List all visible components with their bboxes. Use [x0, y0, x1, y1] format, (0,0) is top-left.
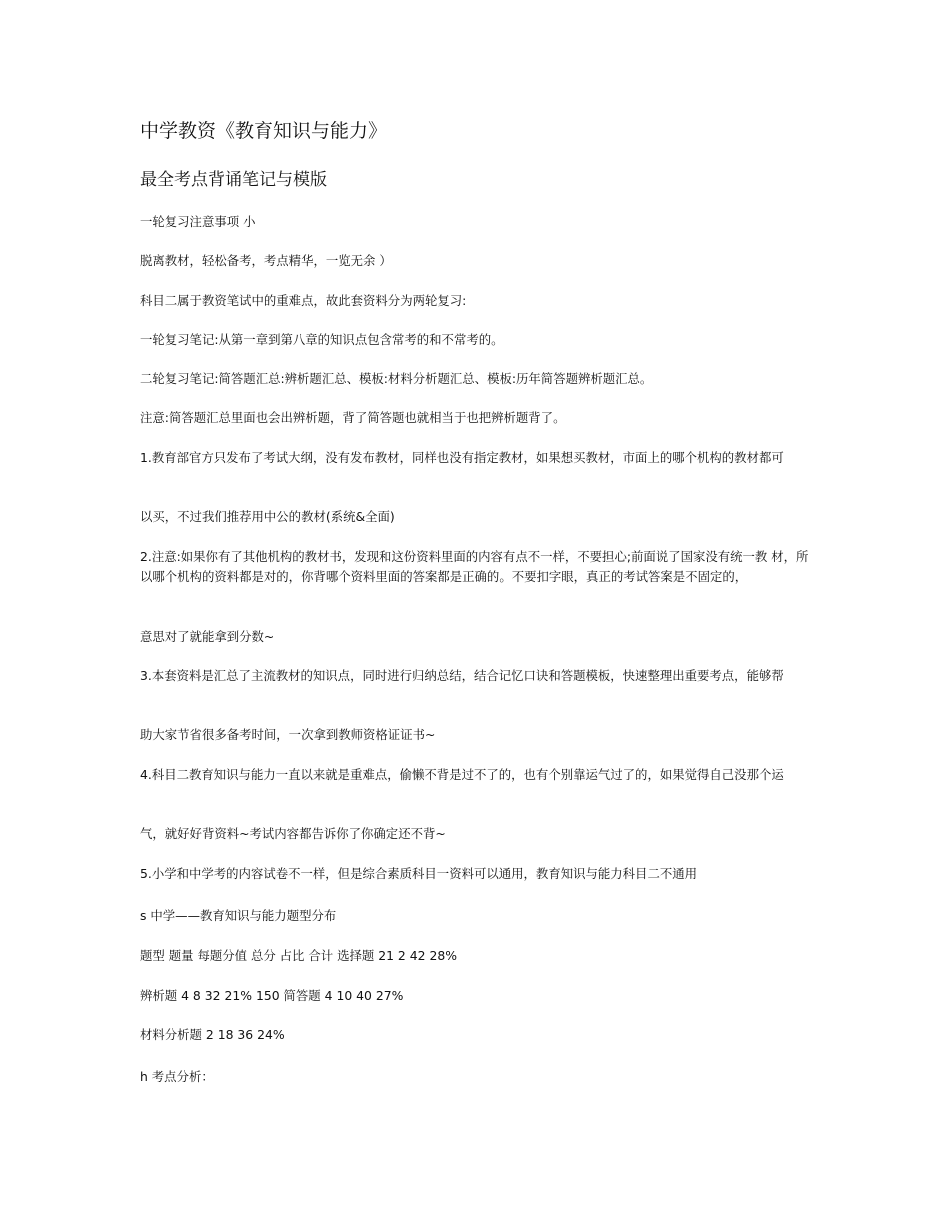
paragraph-point-4: 4.科目二教育知识与能力一直以来就是重难点，偷懒不背是过不了的，也有个别靠运气过了的，如果觉得自己没那个运 [140, 767, 784, 782]
paragraph-second-round: 二轮复习笔记:简答题汇总:辨析题汇总、模板:材料分析题汇总、模板:历年简答题辨析题汇总。 [140, 371, 653, 386]
paragraph-point-3: 3.本套资料是汇总了主流教材的知识点，同时进行归纳总结，结合记忆口诀和答题模板，快速整理出重要考点，能够帮 [140, 668, 784, 683]
paragraph-point-2: 2.注意:如果你有了其他机构的教材书，发现和这份资料里面的内容有点不一样，不要担心;前面说了国家没有统一教 材，所以哪个机构的资料都是对的，你背哪个资料里面的答案都是正确的。不要扣字眼，真正的考试答案是不固定的， [140, 549, 809, 584]
paragraph-intro: 脱离教材，轻松备考，考点精华，一览无余 ） [140, 253, 392, 268]
paragraph-point-3-cont: 助大家节省很多备考时间，一次拿到教师资格证证书~ [140, 727, 436, 742]
distribution-row-1: 题型 题量 每题分值 总分 占比 合计 选择题 21 2 42 28% [140, 948, 457, 963]
paragraph-subject-two: 科目二属于教资笔试中的重难点，故此套资料分为两轮复习: [140, 293, 467, 308]
paragraph-point-1-cont: 以买，不过我们推荐用中公的教材(系统&全面) [140, 509, 395, 524]
paragraph-first-round: 一轮复习笔记:从第一章到第八章的知识点包含常考的和不常考的。 [140, 332, 504, 347]
section-heading-distribution: s 中学——教育知识与能力题型分布 [140, 908, 337, 923]
paragraph-review-notice: 一轮复习注意事项 小 [140, 214, 256, 229]
paragraph-point-1: 1.教育部官方只发布了考试大纲，没有发布教材，同样也没有指定教材，如果想买教材，市面上的哪个机构的教材都可 [140, 450, 784, 465]
paragraph-point-5: 5.小学和中学考的内容试卷不一样，但是综合素质科目一资料可以通用，教育知识与能力科目二不通用 [140, 866, 698, 881]
paragraph-point-2-cont: 意思对了就能拿到分数~ [140, 629, 275, 644]
document-subtitle: 最全考点背诵笔记与模版 [140, 170, 327, 190]
paragraph-point-4-cont: 气，就好好背资料~考试内容都告诉你了你确定还不背~ [140, 826, 446, 841]
distribution-row-2: 辨析题 4 8 32 21% 150 简答题 4 10 40 27% [140, 988, 404, 1003]
section-heading-analysis: h 考点分析： [140, 1069, 214, 1084]
document-title: 中学教资《教育知识与能力》 [140, 120, 388, 142]
paragraph-note: 注意:简答题汇总里面也会出辨析题，背了简答题也就相当于也把辨析题背了。 [140, 410, 566, 425]
distribution-row-3: 材料分析题 2 18 36 24% [140, 1027, 285, 1042]
